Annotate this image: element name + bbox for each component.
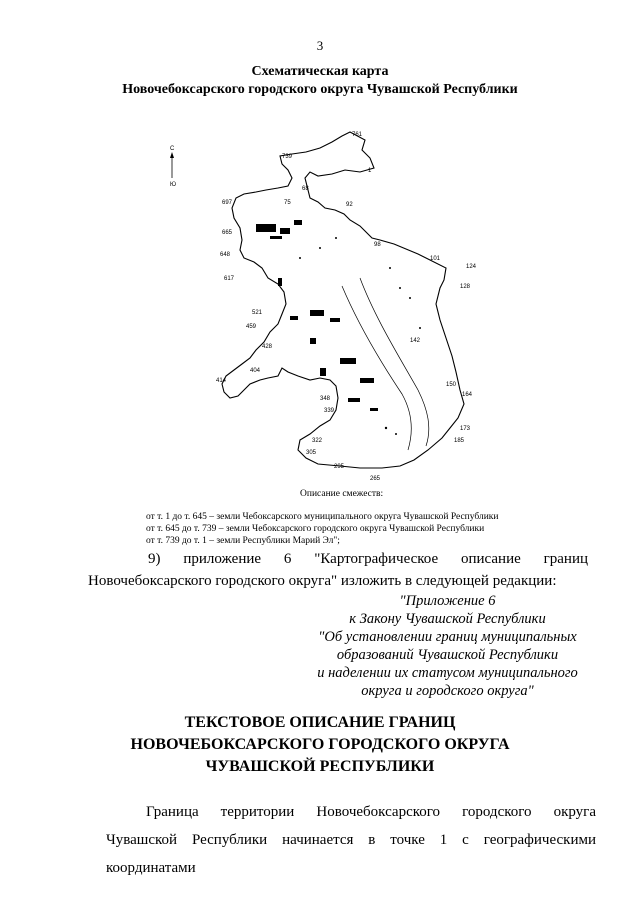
- point-label: 617: [224, 276, 235, 282]
- section-title: ЧУВАШСКОЙ РЕСПУБЛИКИ: [205, 758, 435, 775]
- point-label: 665: [222, 230, 233, 236]
- point-label: 98: [374, 242, 381, 248]
- point-label: 1: [368, 168, 372, 174]
- point-label: 75: [284, 200, 291, 206]
- page-number: 3: [316, 38, 324, 53]
- point-label: 305: [306, 450, 317, 456]
- point-label: 521: [252, 310, 263, 316]
- appendix-header-line: и наделении их статусом муниципального: [317, 665, 578, 681]
- point-label: 164: [462, 392, 473, 398]
- point-label: 295: [334, 464, 345, 470]
- section-title: ТЕКСТОВОЕ ОПИСАНИЕ ГРАНИЦ: [184, 714, 456, 731]
- point-label: 339: [324, 408, 335, 414]
- appendix-header-line: округа и городского округа": [361, 683, 534, 699]
- adjacency-line: от т. 645 до т. 739 – земли Чебоксарского городского округа Чувашской Республики: [146, 524, 485, 534]
- point-label: 173: [460, 426, 471, 432]
- point-label: 348: [320, 396, 331, 402]
- amendment-paragraph: 9) приложение 6 "Картографическое описание границ Новочебоксарского городского округа" изложить в следующей редакции:: [88, 551, 588, 589]
- schematic-map: [160, 128, 500, 488]
- urban-area: [256, 220, 421, 435]
- point-label: 404: [250, 368, 261, 374]
- compass-south-label: Ю: [170, 182, 177, 188]
- point-label: 128: [460, 284, 471, 290]
- point-label: 68: [302, 186, 309, 192]
- appendix-header-line: образований Чувашской Республики: [336, 647, 559, 663]
- point-label: 414: [216, 378, 227, 384]
- section-title: НОВОЧЕБОКСАРСКОГО ГОРОДСКОГО ОКРУГА: [130, 736, 510, 753]
- map-subtitle: Новочебоксарского городского округа Чувашской Республики: [122, 82, 518, 97]
- point-label: 322: [312, 438, 323, 444]
- boundary-point-labels: [216, 132, 477, 482]
- point-label: 142: [410, 338, 421, 344]
- adjacency-line: от т. 1 до т. 645 – земли Чебоксарского муниципального округа Чувашской Республики: [146, 512, 499, 522]
- river-line-2: [342, 286, 411, 450]
- point-label: 101: [430, 256, 441, 262]
- point-label: 150: [446, 382, 457, 388]
- point-label: 92: [346, 202, 353, 208]
- point-label: 265: [370, 476, 381, 482]
- river-line: [360, 278, 429, 446]
- compass-north-label: С: [170, 146, 175, 152]
- point-label: 124: [466, 264, 477, 270]
- point-label: 428: [262, 344, 273, 350]
- compass-icon: [170, 146, 176, 188]
- appendix-header-line: "Приложение 6: [399, 593, 496, 609]
- appendix-header-line: к Закону Чувашской Республики: [349, 611, 546, 627]
- adjacency-title: Описание смежеств:: [300, 489, 384, 499]
- point-label: 648: [220, 252, 231, 258]
- map-title: Схематическая карта: [251, 64, 389, 79]
- adjacency-line: от т. 739 до т. 1 – земли Республики Марий Эл";: [146, 536, 340, 546]
- body-paragraph: Граница территории Новочебоксарского городского округа Чувашской Республики начинается в точке 1 с географическими координатами: [106, 804, 596, 876]
- point-label: 185: [454, 438, 465, 444]
- point-label: 697: [222, 200, 233, 206]
- appendix-header-line: "Об установлении границ муниципальных: [318, 629, 577, 645]
- point-label: 761: [352, 132, 363, 138]
- point-label: 739: [282, 154, 293, 160]
- point-label: 459: [246, 324, 257, 330]
